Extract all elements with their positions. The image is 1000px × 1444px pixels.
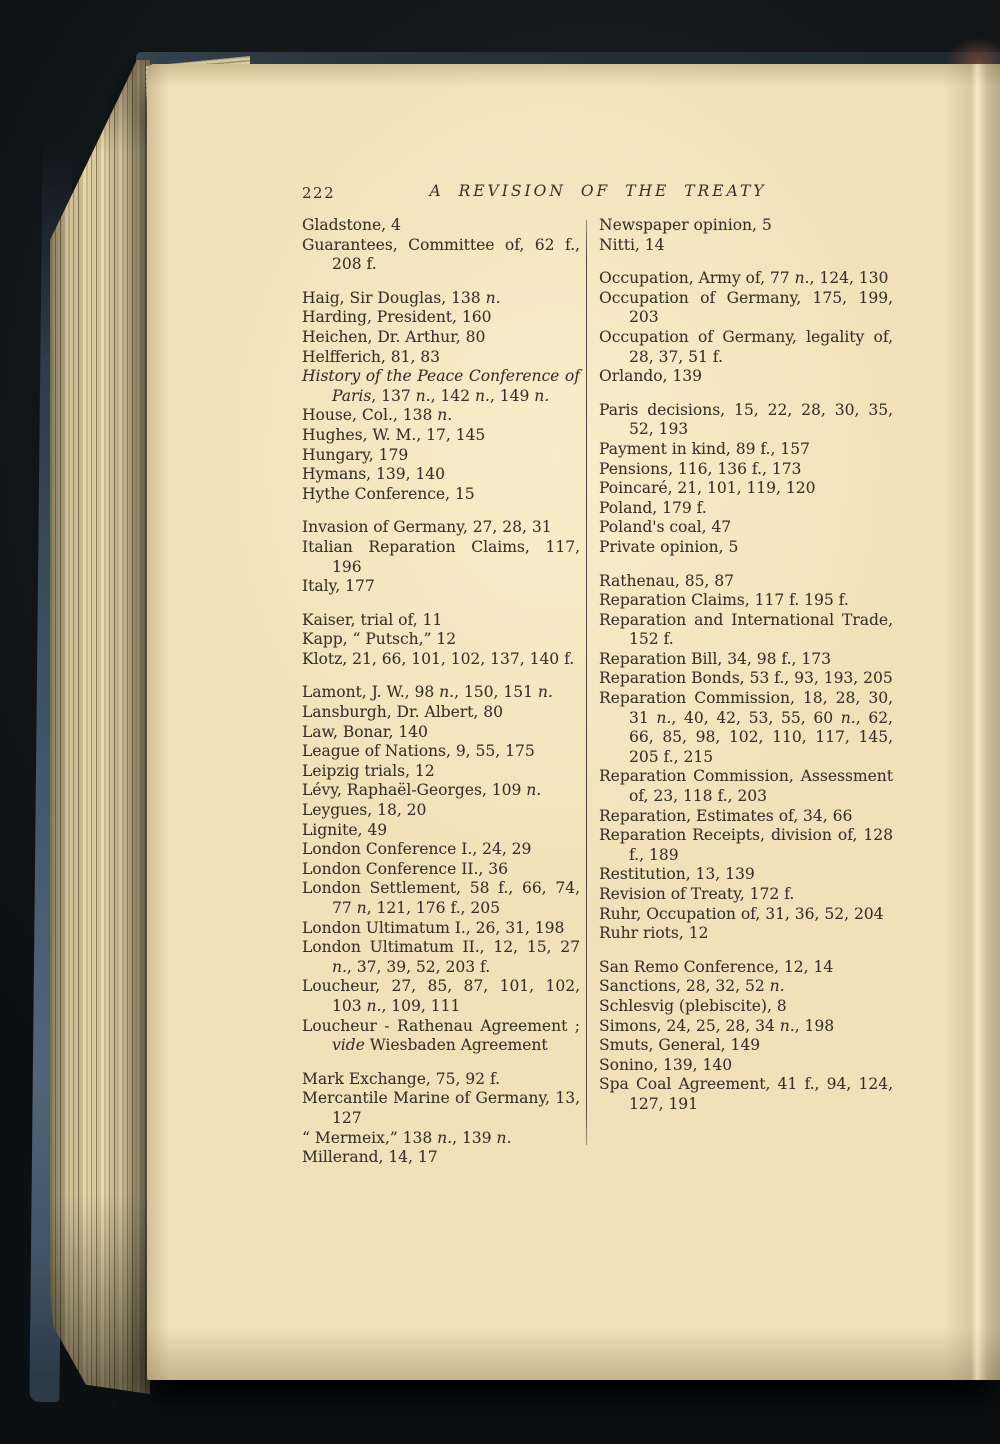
index-entry: Reparation Commission, 18, 28, 30, 31 n., 40, 42, 53, 55, 60 n., 62, 66, 85, 98, 102, 110, 117, 145, 205 f., 215 — [599, 689, 893, 766]
index-entry: Law, Bonar, 140 — [302, 722, 428, 741]
index-group — [599, 958, 893, 1115]
index-entry: Hymans, 139, 140 — [302, 465, 446, 484]
index-column-left — [302, 216, 580, 1168]
index-group — [302, 289, 580, 505]
index-group — [302, 683, 580, 1055]
running-head — [302, 182, 894, 204]
index-entry: Mercantile Marine of Germany, 13, 127 — [302, 1089, 580, 1127]
index-entry: Schlesvig (plebiscite), 8 — [599, 996, 787, 1015]
index-entry: San Remo Conference, 12, 14 — [599, 957, 834, 976]
index-entry: London Conference II., 36 — [302, 859, 508, 878]
index-entry: Reparation Claims, 117 f. 195 f. — [599, 591, 849, 610]
index-entry: London Ultimatum II., 12, 15, 27 n., 37, 39, 52, 203 f. — [302, 938, 580, 976]
index-entry: Occupation of Germany, 175, 199, 203 — [599, 288, 893, 327]
index-entry: Lévy, Raphaël-Georges, 109 n. — [302, 781, 542, 800]
index-entry: History of the Peace Conference of Paris, 137 n., 142 n., 149 n. — [302, 367, 580, 405]
index-entry: Reparation, Estimates of, 34, 66 — [599, 806, 853, 825]
index-column-right — [599, 216, 893, 1168]
index-entry: Occupation of Germany, legality of, 28, 37, 51 f. — [599, 327, 893, 366]
index-entry: House, Col., 138 n. — [302, 406, 453, 425]
page-number: 222 — [302, 184, 336, 202]
index-entry: Hughes, W. M., 17, 145 — [302, 425, 486, 444]
index-entry: Payment in kind, 89 f., 157 — [599, 439, 810, 458]
index-entry: Italian Reparation Claims, 117, 196 — [302, 537, 580, 576]
index-entry: Haig, Sir Douglas, 138 n. — [302, 288, 501, 307]
index-entry: Spa Coal Agreement, 41 f., 94, 124, 127, 191 — [599, 1075, 893, 1113]
index-entry: Gladstone, 4 — [302, 216, 401, 234]
index-entry: Italy, 177 — [302, 577, 375, 596]
index-entry: League of Nations, 9, 55, 175 — [302, 742, 535, 761]
index-group — [599, 401, 893, 558]
index-entry: Poland's coal, 47 — [599, 518, 732, 537]
index-entry: Kaiser, trial of, 11 — [302, 610, 443, 629]
index-group — [599, 269, 893, 387]
index-entry: Helfferich, 81, 83 — [302, 347, 441, 366]
index-entry: Ruhr riots, 12 — [599, 924, 709, 943]
index-group — [599, 572, 893, 944]
running-title: A REVISION OF THE TREATY — [429, 182, 767, 200]
column-divider-rule — [586, 220, 587, 1145]
index-entry: “ Mermeix,” 138 n., 139 n. — [302, 1128, 512, 1147]
page-stack-edges — [50, 60, 150, 1394]
index-entry: Restitution, 13, 139 — [599, 865, 755, 884]
index-entry: Sanctions, 28, 32, 52 n. — [599, 977, 785, 996]
index-entry: Poland, 179 f. — [599, 498, 707, 517]
index-entry: Paris decisions, 15, 22, 28, 30, 35, 52, 193 — [599, 400, 893, 439]
index-entry: London Settlement, 58 f., 66, 74, 77 n, 121, 176 f., 205 — [302, 879, 580, 917]
index-entry: Revision of Treaty, 172 f. — [599, 885, 795, 903]
index-entry: Millerand, 14, 17 — [302, 1148, 438, 1167]
index-entry: Ruhr, Occupation of, 31, 36, 52, 204 — [599, 904, 884, 923]
index-entry: Poincaré, 21, 101, 119, 120 — [599, 479, 816, 498]
index-group — [302, 216, 580, 275]
index-entry: Heichen, Dr. Arthur, 80 — [302, 327, 486, 346]
index-entry: Lamont, J. W., 98 n., 150, 151 n. — [302, 683, 553, 702]
index-entry: Leygues, 18, 20 — [302, 801, 427, 820]
index-entry: Guarantees, Committee of, 62 f., 208 f. — [302, 235, 580, 274]
index-entry: Hungary, 179 — [302, 445, 409, 464]
index-group — [302, 1070, 580, 1168]
index-entry: Loucheur, 27, 85, 87, 101, 102, 103 n., 109, 111 — [302, 977, 580, 1015]
index-entry: Mark Exchange, 75, 92 f. — [302, 1069, 501, 1088]
index-entry: Lignite, 49 — [302, 820, 388, 839]
index-entry: Reparation Bonds, 53 f., 93, 193, 205 — [599, 669, 893, 688]
index-entry: Reparation and International Trade, 152 f. — [599, 610, 893, 649]
index-entry: Reparation Receipts, division of, 128 f., 189 — [599, 826, 893, 864]
index-entry: Occupation, Army of, 77 n., 124, 130 — [599, 269, 889, 288]
index-entry: London Conference I., 24, 29 — [302, 840, 532, 859]
index-entry: Pensions, 116, 136 f., 173 — [599, 459, 802, 478]
index-entry: Orlando, 139 — [599, 367, 702, 386]
index-entry: Harding, President, 160 — [302, 308, 492, 327]
index-group — [302, 611, 580, 670]
index-entry: Smuts, General, 149 — [599, 1036, 761, 1055]
index-entry: Rathenau, 85, 87 — [599, 571, 735, 590]
index-entry: Kapp, “ Putsch,” 12 — [302, 630, 457, 649]
index-entry: Nitti, 14 — [599, 235, 665, 254]
index-entry: Leipzig trials, 12 — [302, 761, 435, 780]
index-entry: Simons, 24, 25, 28, 34 n., 198 — [599, 1016, 835, 1035]
index-entry: Reparation Commission, Assessment of, 23, 118 f., 203 — [599, 767, 893, 806]
index-group — [302, 518, 580, 596]
index-group — [599, 216, 893, 255]
index-entry: Reparation Bill, 34, 98 f., 173 — [599, 649, 831, 668]
index-entry: Private opinion, 5 — [599, 537, 739, 556]
index-entry: Hythe Conference, 15 — [302, 484, 475, 503]
index-columns — [302, 216, 894, 1168]
index-entry: Newspaper opinion, 5 — [599, 216, 772, 234]
index-entry: Loucheur - Rathenau Agreement ; vide Wiesbaden Agreement — [302, 1016, 580, 1055]
index-entry: London Ultimatum I., 26, 31, 198 — [302, 918, 565, 937]
index-entry: Invasion of Germany, 27, 28, 31 — [302, 518, 552, 537]
index-entry: Klotz, 21, 66, 101, 102, 137, 140 f. — [302, 649, 575, 668]
index-entry: Lansburgh, Dr. Albert, 80 — [302, 703, 503, 722]
index-entry: Sonino, 139, 140 — [599, 1055, 733, 1074]
book-page — [147, 64, 1000, 1380]
